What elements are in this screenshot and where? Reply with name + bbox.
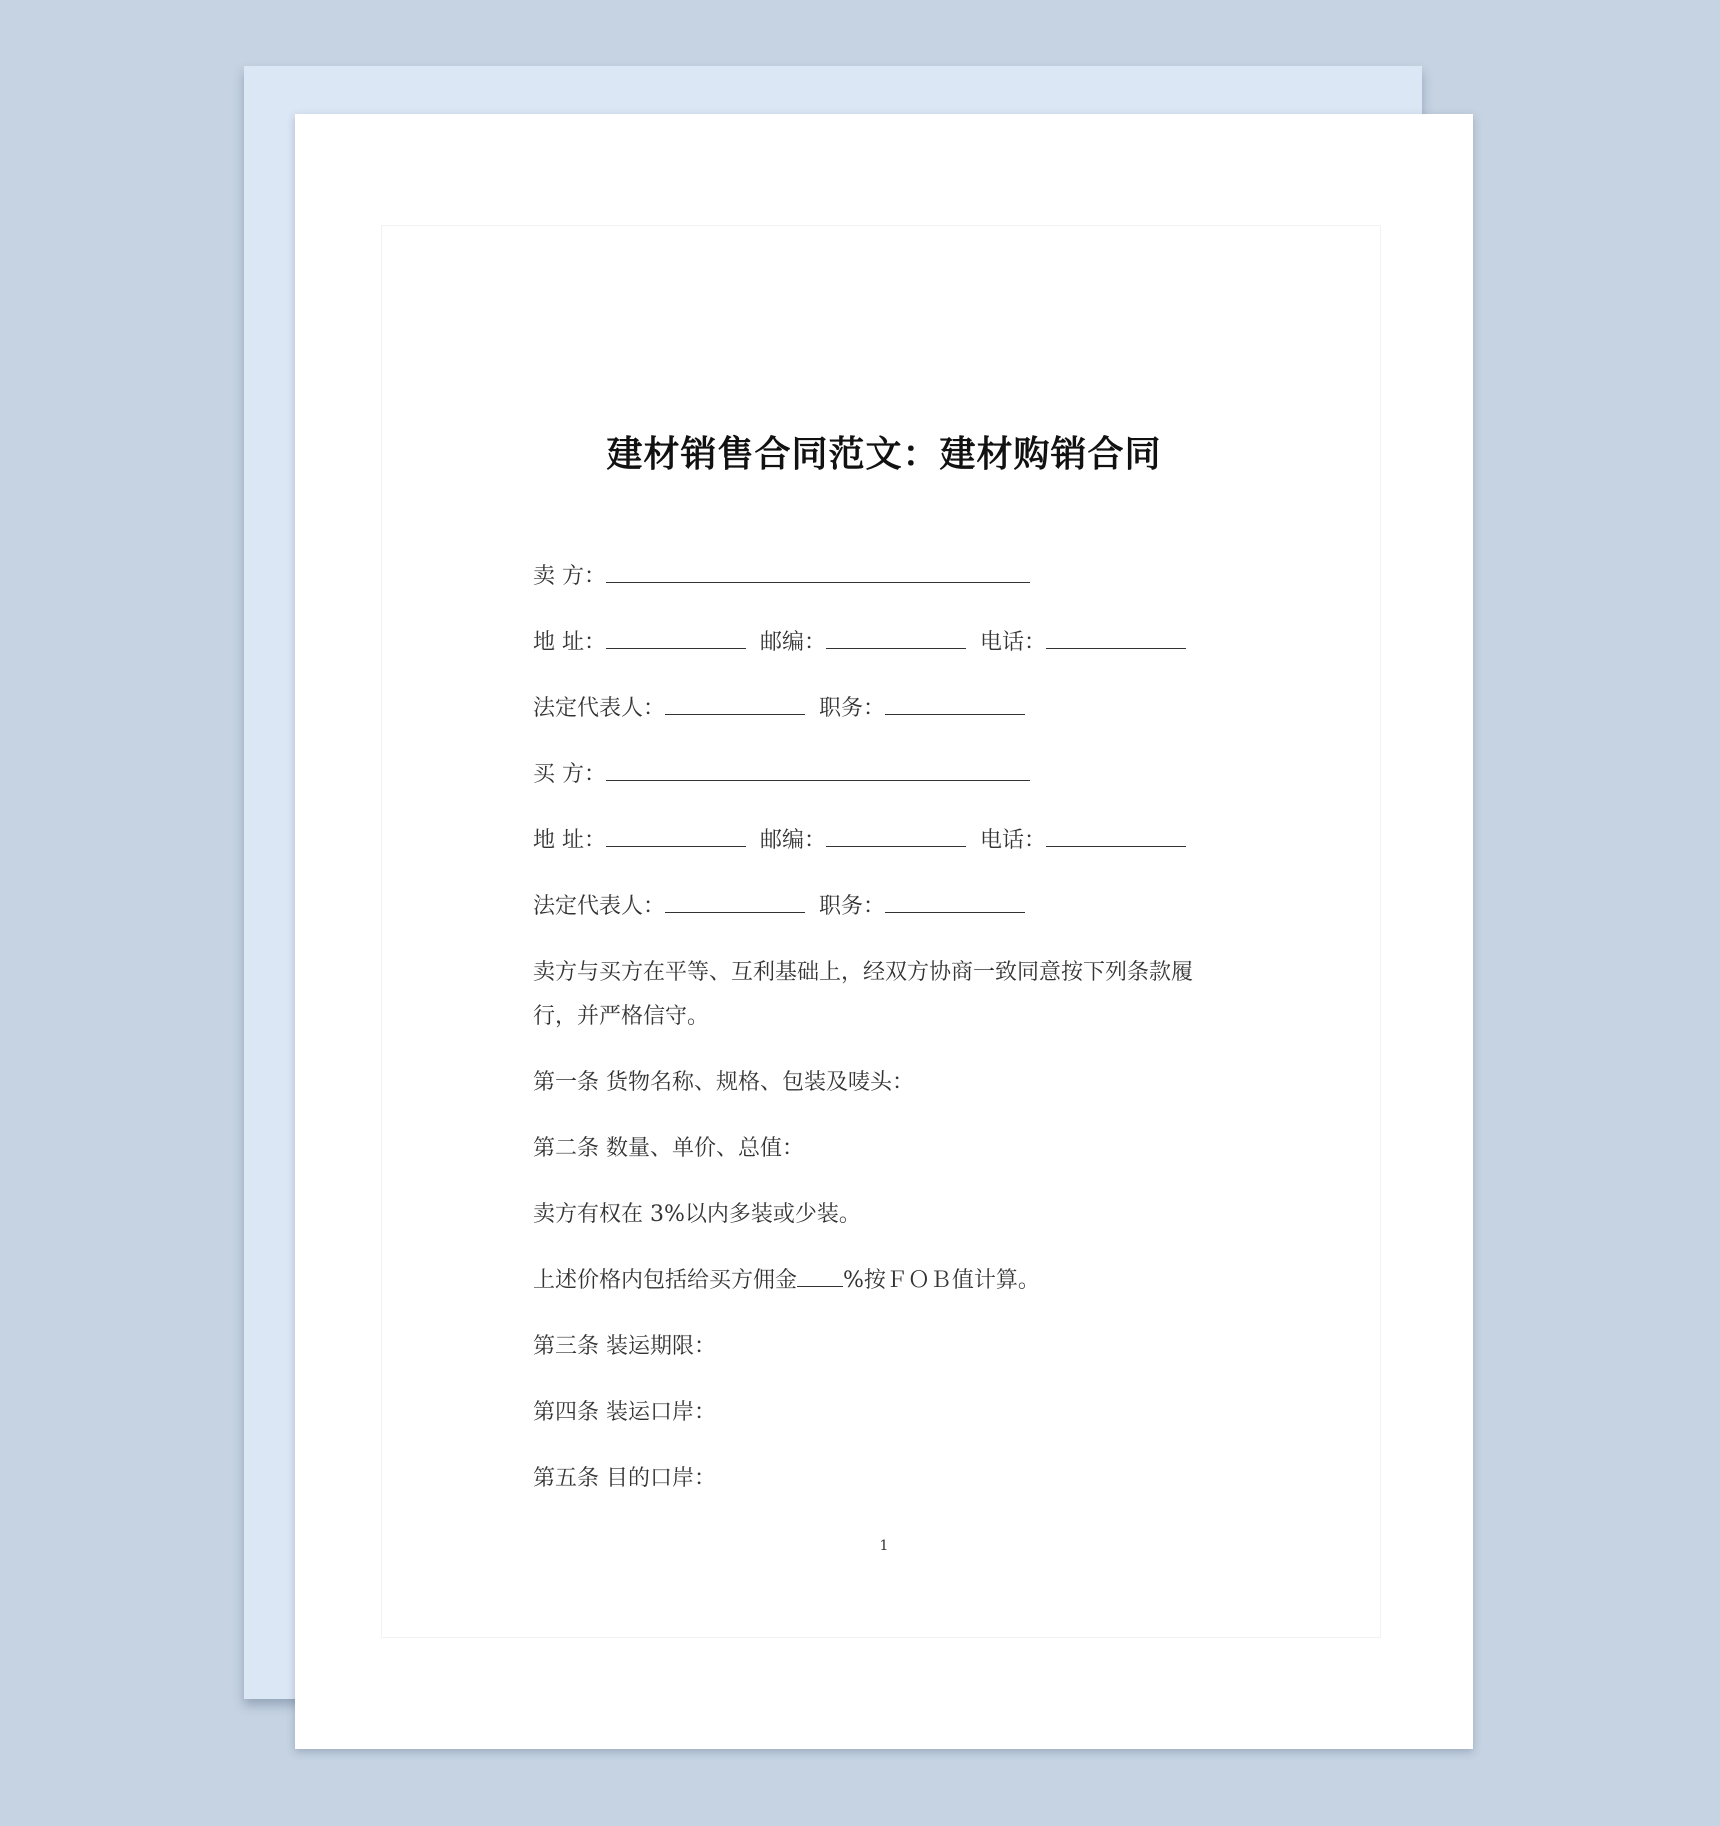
buyer-legal-rep-blank — [665, 894, 805, 913]
seller-postcode-label: 邮编： — [760, 630, 827, 655]
buyer-postcode-label: 邮编： — [760, 828, 827, 853]
clause-2-note-tolerance: 卖方有权在 3%以内多装或少装。 — [533, 1202, 861, 1227]
clause-3: 第三条 装运期限： — [533, 1334, 716, 1359]
seller-label: 卖 方： — [533, 564, 606, 589]
buyer-position-blank — [885, 894, 1025, 913]
buyer-position-label: 职务： — [819, 894, 886, 919]
clause-2: 第二条 数量、单价、总值： — [533, 1136, 804, 1161]
intro-paragraph: 卖方与买方在平等、互利基础上，经双方协商一致同意按下列条款履行，并严格信守。 — [533, 960, 1194, 1029]
commission-text-suffix: %按ＦＯＢ值计算。 — [843, 1268, 1040, 1293]
buyer-legal-rep-label: 法定代表人： — [533, 894, 666, 919]
buyer-address-blank — [606, 828, 746, 847]
clause-2-note-commission — [533, 1248, 1233, 1314]
seller-legal-rep-blank — [665, 696, 805, 715]
buyer-name-blank — [606, 762, 1030, 781]
seller-position-blank — [885, 696, 1025, 715]
clause-4: 第四条 装运口岸： — [533, 1400, 716, 1425]
seller-line — [533, 544, 1233, 610]
buyer-label: 买 方： — [533, 762, 606, 787]
seller-legal-rep-line — [533, 676, 1233, 742]
document-page — [295, 114, 1473, 1749]
seller-address-line — [533, 610, 1233, 676]
document-body — [533, 544, 1233, 1512]
document-title: 建材销售合同范文：建材购销合同 — [606, 434, 1162, 475]
seller-phone-label: 电话： — [980, 630, 1047, 655]
seller-phone-blank — [1046, 630, 1186, 649]
buyer-legal-rep-line — [533, 874, 1233, 940]
clause-1: 第一条 货物名称、规格、包装及唛头： — [533, 1070, 914, 1095]
seller-position-label: 职务： — [819, 696, 886, 721]
seller-name-blank — [606, 564, 1030, 583]
buyer-phone-label: 电话： — [980, 828, 1047, 853]
buyer-postcode-blank — [826, 828, 966, 847]
seller-address-label: 地 址： — [533, 630, 606, 655]
clause-5: 第五条 目的口岸： — [533, 1466, 716, 1491]
commission-text-prefix: 上述价格内包括给买方佣金 — [533, 1268, 798, 1293]
buyer-line — [533, 742, 1233, 808]
commission-blank — [797, 1268, 843, 1287]
buyer-address-line — [533, 808, 1233, 874]
buyer-address-label: 地 址： — [533, 828, 606, 853]
buyer-phone-blank — [1046, 828, 1186, 847]
seller-legal-rep-label: 法定代表人： — [533, 696, 666, 721]
seller-postcode-blank — [826, 630, 966, 649]
page-number: 1 — [879, 1538, 889, 1554]
seller-address-blank — [606, 630, 746, 649]
